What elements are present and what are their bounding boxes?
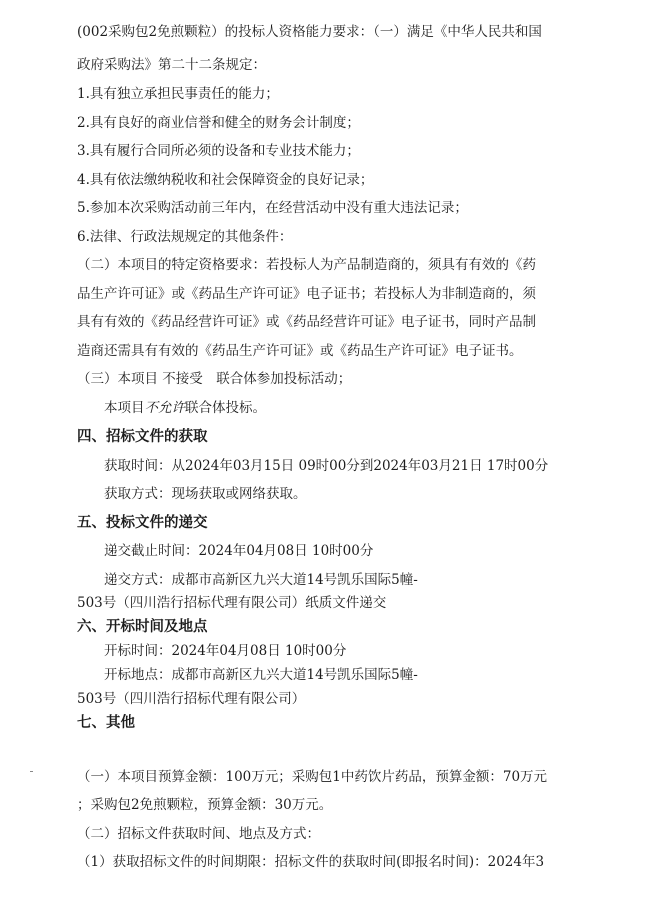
requirement-item: 1.具有独立承担民事责任的能力； — [77, 86, 279, 102]
budget-line-1: （一）本项目预算金额：100万元；采购包1中药饮片药品，预算金额：70万元 — [77, 769, 548, 785]
section-7-heading: 七、其他 — [77, 714, 135, 731]
section-4-method: 获取方式：现场获取或网络获取。 — [104, 486, 307, 502]
consortium-line-2-post: 联合体投标。 — [185, 400, 266, 416]
section-5-method-line-1: 递交方式：成都市高新区九兴大道14号凯乐国际5幢- — [104, 572, 418, 588]
section-5-heading: 五、投标文件的递交 — [77, 514, 208, 531]
requirement-item: 5.参加本次采购活动前三年内，在经营活动中没有重大违法记录； — [77, 200, 468, 216]
requirement-item: 4.具有依法缴纳税收和社会保障资金的良好记录； — [77, 172, 374, 188]
section-6-heading: 六、开标时间及地点 — [77, 618, 208, 635]
intro-line-1: (002采购包2免煎颗粒）的投标人资格能力要求：（一）满足《中华人民共和国 — [77, 24, 542, 40]
special-requirement-line-1: （二）本项目的特定资格要求：若投标人为产品制造商的，须具有有效的《药 — [77, 257, 536, 273]
section-4-time: 获取时间：从2024年03月15日 09时00分到2024年03月21日 17时00分 — [104, 458, 549, 474]
consortium-line-2 — [104, 398, 266, 418]
requirement-item: 2.具有良好的商业信誉和健全的财务会计制度； — [77, 115, 360, 131]
consortium-emphasis: 不允许 — [144, 400, 185, 416]
consortium-line-1: （三）本项目 不接受 联合体参加投标活动； — [77, 371, 352, 387]
special-requirement-line-3: 具有有效的《药品经营许可证》或《药品经营许可证》电子证书，同时产品制 — [77, 314, 536, 330]
section-5-deadline: 递交截止时间：2024年04月08日 10时00分 — [104, 543, 374, 559]
section-6-time: 开标时间：2024年04月08日 10时00分 — [104, 643, 347, 659]
section-6-place-line-1: 开标地点：成都市高新区九兴大道14号凯乐国际5幢- — [104, 667, 418, 683]
requirement-item: 6.法律、行政法规规定的其他条件： — [77, 229, 293, 245]
docs-heading: （二）招标文件获取时间、地点及方式： — [77, 826, 320, 842]
section-4-heading: 四、招标文件的获取 — [77, 428, 208, 445]
requirement-item: 3.具有履行合同所必须的设备和专业技术能力； — [77, 143, 360, 159]
section-5-method-line-2: 503号（四川浩行招标代理有限公司）纸质文件递交 — [77, 595, 387, 611]
budget-line-2: ；采购包2免煎颗粒，预算金额：30万元。 — [77, 797, 333, 813]
special-requirement-line-4: 造商还需具有有效的《药品生产许可证》或《药品生产许可证》电子证书。 — [77, 343, 523, 359]
docs-line-1: （1）获取招标文件的时间期限：招标文件的获取时间(即报名时间)：2024年3 — [77, 854, 545, 870]
scan-speck — [30, 771, 33, 772]
consortium-line-2-pre: 本项目 — [104, 400, 145, 416]
section-6-place-line-2: 503号（四川浩行招标代理有限公司） — [77, 691, 306, 707]
special-requirement-line-2: 品生产许可证》或《药品生产许可证》电子证书；若投标人为非制造商的，须 — [77, 286, 536, 302]
intro-line-2: 政府采购法》第二十二条规定： — [77, 57, 266, 73]
